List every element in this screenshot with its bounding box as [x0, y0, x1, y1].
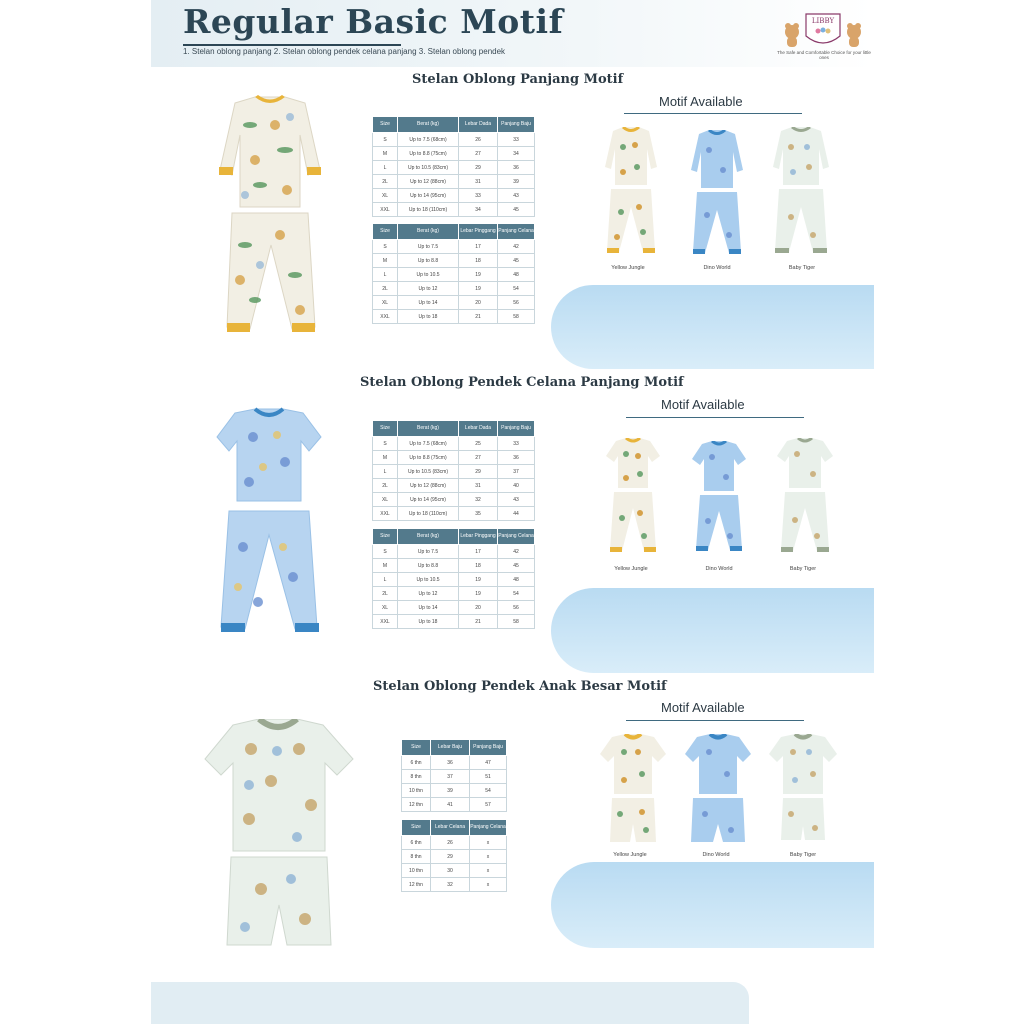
table-cell: 27: [459, 451, 498, 465]
table-row: [402, 784, 507, 798]
table-header-row: [373, 529, 535, 545]
table-cell: 27: [459, 147, 498, 161]
table-row: [373, 559, 535, 573]
table-cell: 40: [498, 479, 535, 493]
table-cell: 39: [431, 784, 470, 798]
table-cell: 54: [470, 784, 507, 798]
table-cell: 39: [498, 175, 535, 189]
table-row: [373, 175, 535, 189]
table-cell: 37: [431, 770, 470, 784]
table-header-cell: Size: [373, 529, 398, 545]
table-header-cell: Size: [373, 224, 398, 240]
table-cell: 34: [459, 203, 498, 217]
table-cell: 6 thn: [402, 756, 431, 770]
table-cell: 6 thn: [402, 836, 431, 850]
table-header-cell: Berat (kg): [398, 529, 459, 545]
table-cell: L: [373, 268, 398, 282]
table-cell: 54: [498, 587, 535, 601]
table-row: [402, 836, 507, 850]
table-cell: 25: [459, 437, 498, 451]
table-cell: Up to 7.5: [398, 545, 459, 559]
page-subtitle: 1. Stelan oblong panjang 2. Stelan oblong pendek celana panjang 3. Stelan oblong pendek: [183, 47, 506, 56]
table-header-cell: Panjang Baju: [498, 421, 535, 437]
table-cell: 35: [459, 507, 498, 521]
table-cell: 36: [498, 161, 535, 175]
section-1-motif-dino-world: [689, 130, 745, 258]
table-cell: Up to 8.8 (75cm): [398, 451, 459, 465]
table-cell: 21: [459, 310, 498, 324]
table-cell: 2L: [373, 282, 398, 296]
table-cell: 12 thn: [402, 878, 431, 892]
table-cell: 47: [470, 756, 507, 770]
table-cell: 34: [498, 147, 535, 161]
section-1-motif-yellow-jungle: [603, 127, 659, 257]
logo-wordmark: LIBBY: [811, 17, 835, 25]
table-cell: Up to 8.8: [398, 559, 459, 573]
table-row: [373, 203, 535, 217]
table-cell: x: [470, 836, 507, 850]
table-cell: 10 thn: [402, 864, 431, 878]
table-cell: Up to 18 (110cm): [398, 203, 459, 217]
table-row: [402, 850, 507, 864]
table-row: [373, 479, 535, 493]
table-row: [402, 756, 507, 770]
table-cell: 32: [459, 493, 498, 507]
table-cell: 37: [498, 465, 535, 479]
table-cell: 51: [470, 770, 507, 784]
table-cell: Up to 14 (95cm): [398, 189, 459, 203]
table-cell: 45: [498, 559, 535, 573]
table-cell: M: [373, 559, 398, 573]
table-cell: Up to 12: [398, 282, 459, 296]
section-2-decor-pill: [551, 588, 874, 673]
table-row: [373, 451, 535, 465]
table-cell: 12 thn: [402, 798, 431, 812]
table-cell: Up to 12 (88cm): [398, 175, 459, 189]
section-3-top-size-table: [401, 739, 507, 812]
table-cell: L: [373, 573, 398, 587]
table-cell: XXL: [373, 507, 398, 521]
section-3-motif-baby-tiger: [767, 734, 839, 846]
table-cell: 42: [498, 545, 535, 559]
table-header-cell: Panjang Baju: [470, 740, 507, 756]
table-cell: Up to 12 (88cm): [398, 479, 459, 493]
title-underline: [183, 44, 401, 46]
table-cell: Up to 14: [398, 296, 459, 310]
table-header-cell: Lebar Pinggang: [459, 529, 498, 545]
table-cell: x: [470, 878, 507, 892]
table-cell: 18: [459, 559, 498, 573]
table-cell: XXL: [373, 310, 398, 324]
table-row: [373, 268, 535, 282]
table-cell: 8 thn: [402, 850, 431, 864]
table-header-cell: Size: [402, 740, 431, 756]
table-cell: Up to 10.5: [398, 573, 459, 587]
table-cell: 43: [498, 189, 535, 203]
section-2-bottom-size-table: [372, 528, 535, 629]
section-2-top-size-table: [372, 420, 535, 521]
table-cell: 30: [431, 864, 470, 878]
section-1-caption-yellow-jungle: Yellow Jungle: [611, 265, 645, 271]
table-cell: 8 thn: [402, 770, 431, 784]
table-row: [373, 601, 535, 615]
section-3-motif-yellow-jungle: [598, 734, 668, 846]
table-cell: 31: [459, 175, 498, 189]
section-1-top-size-table: [372, 116, 535, 217]
table-cell: Up to 14: [398, 601, 459, 615]
table-row: [373, 240, 535, 254]
table-row: [373, 133, 535, 147]
table-cell: 2L: [373, 587, 398, 601]
table-header-row: [402, 740, 507, 756]
table-cell: Up to 18 (110cm): [398, 507, 459, 521]
table-cell: S: [373, 133, 398, 147]
table-cell: 48: [498, 573, 535, 587]
table-row: [373, 161, 535, 175]
table-cell: 45: [498, 203, 535, 217]
table-cell: XL: [373, 493, 398, 507]
table-header-cell: Berat (kg): [398, 421, 459, 437]
footer-bar: [151, 982, 749, 1024]
table-row: [373, 310, 535, 324]
logo-tagline: The Safe and Comfortable Choice for your little ones: [777, 50, 871, 60]
table-cell: 41: [431, 798, 470, 812]
table-cell: Up to 18: [398, 310, 459, 324]
table-cell: 17: [459, 240, 498, 254]
table-row: [402, 798, 507, 812]
table-header-cell: Panjang Celana: [498, 224, 535, 240]
section-2-motif-underline: [626, 417, 804, 418]
table-cell: 36: [431, 756, 470, 770]
section-1-motif-underline: [624, 113, 802, 114]
section-3-motif-dino-world: [683, 734, 753, 846]
table-row: [373, 437, 535, 451]
section-2-caption-dino-world: Dino World: [705, 566, 733, 572]
table-cell: 20: [459, 601, 498, 615]
section-3-decor-pill: [551, 862, 874, 948]
section-1-decor-pill: [551, 285, 874, 369]
table-cell: 29: [459, 161, 498, 175]
table-cell: Up to 10.5 (83cm): [398, 465, 459, 479]
table-cell: 31: [459, 479, 498, 493]
table-header-row: [402, 820, 507, 836]
table-cell: 57: [470, 798, 507, 812]
table-cell: 33: [498, 133, 535, 147]
table-cell: 32: [431, 878, 470, 892]
table-cell: 20: [459, 296, 498, 310]
table-cell: Up to 14 (95cm): [398, 493, 459, 507]
section-2-motif-label: Motif Available: [661, 397, 745, 412]
table-cell: M: [373, 147, 398, 161]
table-header-cell: Lebar Dada: [459, 421, 498, 437]
table-cell: 19: [459, 587, 498, 601]
table-cell: 56: [498, 296, 535, 310]
table-row: [373, 296, 535, 310]
table-cell: 26: [459, 133, 498, 147]
table-header-cell: Lebar Baju: [431, 740, 470, 756]
section-1-main-outfit: [215, 95, 325, 340]
table-cell: S: [373, 240, 398, 254]
table-row: [373, 545, 535, 559]
table-cell: 44: [498, 507, 535, 521]
table-cell: 18: [459, 254, 498, 268]
table-cell: 29: [459, 465, 498, 479]
table-cell: Up to 7.5 (68cm): [398, 437, 459, 451]
table-row: [402, 770, 507, 784]
section-2-title: Stelan Oblong Pendek Celana Panjang Motif: [360, 375, 684, 390]
table-cell: Up to 12: [398, 587, 459, 601]
table-row: [402, 878, 507, 892]
table-header-cell: Size: [402, 820, 431, 836]
table-cell: XL: [373, 296, 398, 310]
table-cell: x: [470, 850, 507, 864]
table-row: [402, 864, 507, 878]
table-cell: XXL: [373, 615, 398, 629]
table-cell: Up to 8.8 (75cm): [398, 147, 459, 161]
table-row: [373, 493, 535, 507]
table-cell: S: [373, 437, 398, 451]
table-cell: M: [373, 254, 398, 268]
table-cell: Up to 7.5: [398, 240, 459, 254]
table-header-cell: Lebar Dada: [459, 117, 498, 133]
table-row: [373, 615, 535, 629]
table-cell: 19: [459, 573, 498, 587]
table-cell: 48: [498, 268, 535, 282]
table-cell: M: [373, 451, 398, 465]
table-header-cell: Panjang Celana: [498, 529, 535, 545]
section-3-bottom-size-table: [401, 819, 507, 892]
table-cell: L: [373, 465, 398, 479]
section-3-caption-baby-tiger: Baby Tiger: [789, 852, 817, 858]
table-cell: 19: [459, 282, 498, 296]
table-header-cell: Berat (kg): [398, 117, 459, 133]
table-cell: XL: [373, 601, 398, 615]
section-3-motif-underline: [626, 720, 804, 721]
table-row: [373, 189, 535, 203]
section-1-motif-label: Motif Available: [659, 94, 743, 109]
table-row: [373, 465, 535, 479]
table-cell: Up to 18: [398, 615, 459, 629]
table-row: [373, 587, 535, 601]
table-cell: 17: [459, 545, 498, 559]
section-3-title: Stelan Oblong Pendek Anak Besar Motif: [373, 679, 667, 694]
table-cell: XL: [373, 189, 398, 203]
table-row: [373, 573, 535, 587]
table-cell: L: [373, 161, 398, 175]
table-header-cell: Berat (kg): [398, 224, 459, 240]
table-cell: 26: [431, 836, 470, 850]
table-cell: S: [373, 545, 398, 559]
table-row: [373, 507, 535, 521]
table-cell: 42: [498, 240, 535, 254]
page-title: Regular Basic Motif: [183, 2, 564, 41]
section-1-title: Stelan Oblong Panjang Motif: [412, 72, 624, 87]
section-2-motif-yellow-jungle: [604, 438, 662, 556]
table-cell: 58: [498, 310, 535, 324]
table-cell: 2L: [373, 479, 398, 493]
table-header-cell: Lebar Celana: [431, 820, 470, 836]
table-cell: Up to 10.5: [398, 268, 459, 282]
table-cell: 33: [498, 437, 535, 451]
table-header-cell: Lebar Pinggang: [459, 224, 498, 240]
table-cell: 58: [498, 615, 535, 629]
table-cell: 10 thn: [402, 784, 431, 798]
table-cell: 54: [498, 282, 535, 296]
table-header-cell: Panjang Celana: [470, 820, 507, 836]
table-header-cell: Size: [373, 421, 398, 437]
section-2-caption-baby-tiger: Baby Tiger: [789, 566, 817, 572]
section-3-caption-yellow-jungle: Yellow Jungle: [613, 852, 647, 858]
table-row: [373, 282, 535, 296]
table-cell: Up to 8.8: [398, 254, 459, 268]
table-cell: 2L: [373, 175, 398, 189]
section-1-caption-dino-world: Dino World: [703, 265, 731, 271]
table-cell: 29: [431, 850, 470, 864]
table-header-row: [373, 224, 535, 240]
table-cell: 19: [459, 268, 498, 282]
table-cell: 21: [459, 615, 498, 629]
section-1-caption-baby-tiger: Baby Tiger: [788, 265, 816, 271]
table-cell: 45: [498, 254, 535, 268]
table-row: [373, 147, 535, 161]
table-cell: 56: [498, 601, 535, 615]
table-header-cell: Panjang Baju: [498, 117, 535, 133]
section-3-motif-label: Motif Available: [661, 700, 745, 715]
section-1-motif-baby-tiger: [771, 127, 831, 257]
section-3-caption-dino-world: Dino World: [702, 852, 730, 858]
section-3-main-outfit: [201, 719, 357, 949]
section-2-motif-dino-world: [690, 441, 748, 555]
table-cell: Up to 7.5 (68cm): [398, 133, 459, 147]
section-2-main-outfit: [213, 407, 325, 635]
table-header-row: [373, 421, 535, 437]
section-2-caption-yellow-jungle: Yellow Jungle: [614, 566, 648, 572]
table-header-cell: Size: [373, 117, 398, 133]
section-1-bottom-size-table: [372, 223, 535, 324]
table-row: [373, 254, 535, 268]
table-cell: 36: [498, 451, 535, 465]
table-cell: x: [470, 864, 507, 878]
table-cell: XXL: [373, 203, 398, 217]
table-cell: 43: [498, 493, 535, 507]
section-2-motif-baby-tiger: [775, 438, 835, 556]
table-cell: Up to 10.5 (83cm): [398, 161, 459, 175]
table-cell: 33: [459, 189, 498, 203]
table-header-row: [373, 117, 535, 133]
